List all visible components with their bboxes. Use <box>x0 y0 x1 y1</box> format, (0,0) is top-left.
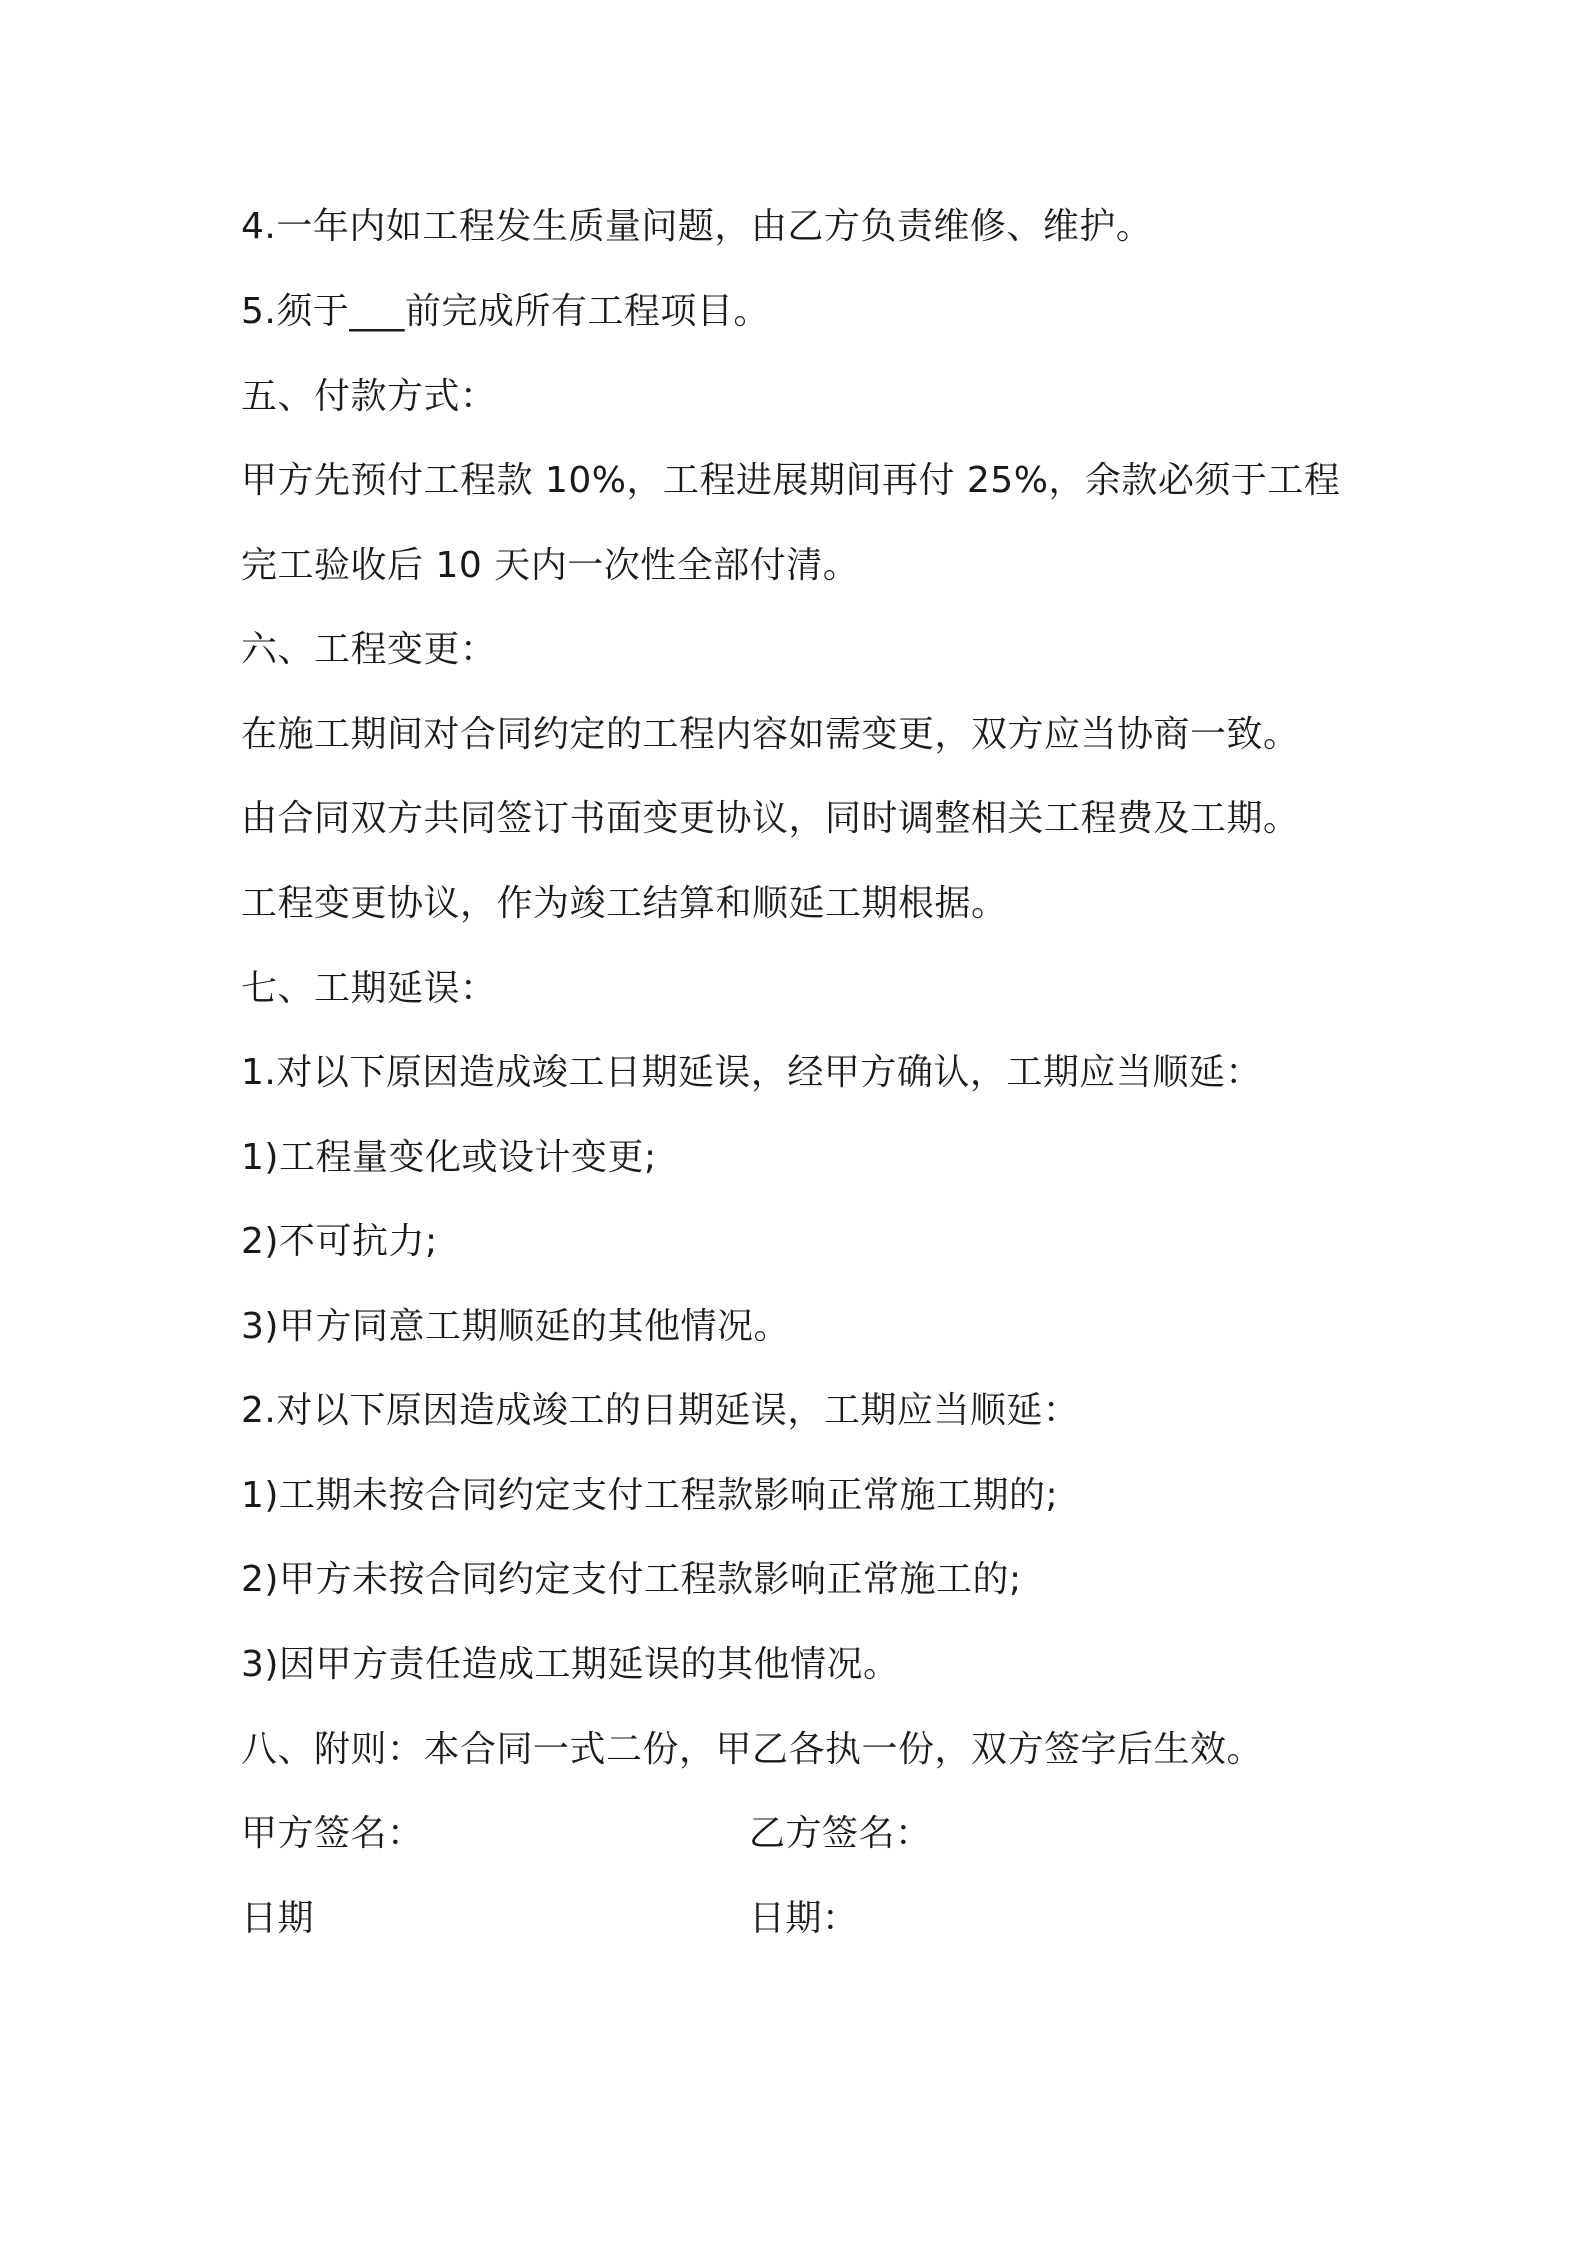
party-a-date-label: 日期 <box>241 1898 315 1939</box>
section-7-item-1: 1.对以下原因造成竣工日期延误，经甲方确认，工期应当顺延： <box>241 1052 1262 1093</box>
section-7-item-2-sub-2: 2)甲方未按合同约定支付工程款影响正常施工的; <box>241 1559 1022 1600</box>
clause-4-item-5: 5.须于___前完成所有工程项目。 <box>241 291 770 332</box>
party-b-signature-label: 乙方签名： <box>749 1813 932 1854</box>
clause-4-item-4: 4.一年内如工程发生质量问题，由乙方负责维修、维护。 <box>241 206 1153 247</box>
party-a-signature-label: 甲方签名： <box>241 1813 424 1854</box>
section-7-item-1-sub-1: 1)工程量变化或设计变更; <box>241 1137 657 1178</box>
section-7-item-2: 2.对以下原因造成竣工的日期延误，工期应当顺延： <box>241 1390 1080 1431</box>
section-5-text-line-2: 完工验收后 10 天内一次性全部付清。 <box>241 545 860 586</box>
section-8-text: 八、附则：本合同一式二份，甲乙各执一份，双方签字后生效。 <box>241 1729 1264 1770</box>
section-7-item-2-sub-1: 1)工期未按合同约定支付工程款影响正常施工期的; <box>241 1475 1059 1516</box>
section-5-text-line-1: 甲方先预付工程款 10%，工程进展期间再付 25%，余款必须于工程 <box>241 460 1341 501</box>
section-6-line-1: 在施工期间对合同约定的工程内容如需变更，双方应当协商一致。 <box>241 714 1300 755</box>
section-6-line-3: 工程变更协议，作为竣工结算和顺延工期根据。 <box>241 883 1008 924</box>
section-6-heading: 六、工程变更： <box>241 629 497 670</box>
section-6-line-2: 由合同双方共同签订书面变更协议，同时调整相关工程费及工期。 <box>241 798 1300 839</box>
party-b-date-label: 日期： <box>749 1898 859 1939</box>
section-7-item-1-sub-3: 3)甲方同意工期顺延的其他情况。 <box>241 1306 790 1347</box>
section-5-heading: 五、付款方式： <box>241 376 497 417</box>
section-7-item-2-sub-3: 3)因甲方责任造成工期延误的其他情况。 <box>241 1644 900 1685</box>
section-7-heading: 七、工期延误： <box>241 968 497 1009</box>
section-7-item-1-sub-2: 2)不可抗力; <box>241 1221 438 1262</box>
